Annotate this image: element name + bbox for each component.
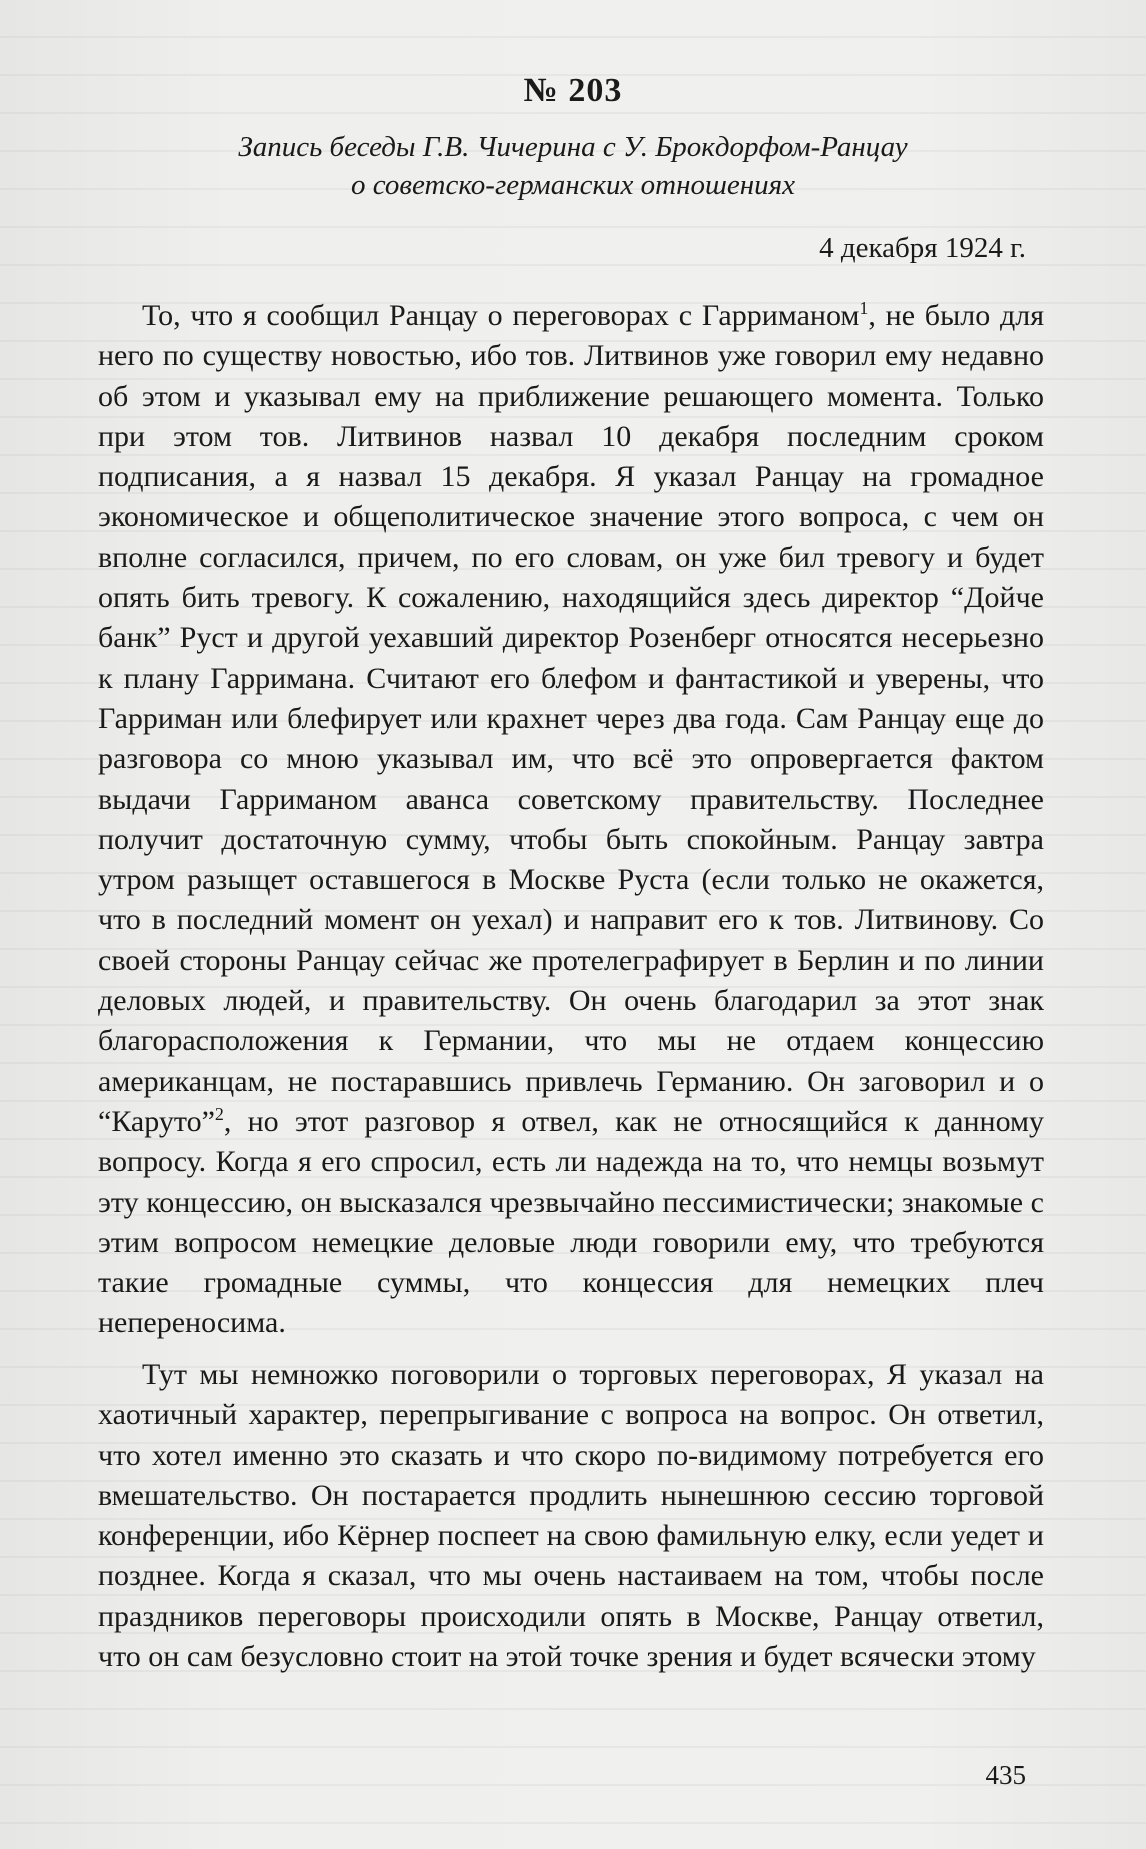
paragraph-2 [98, 1355, 1044, 1677]
document-title [0, 128, 1146, 204]
page-number: 435 [985, 1760, 1026, 1790]
paragraph-1-part-b: , не было для него по существу новостью, ибо тов. Литвинов уже говорил ему недавно об этом и указывал ему на приближение решающего момента. Только при этом тов. Литвинов назвал 10 декабря последним сроком подписания, а я назвал 15 декабря. Я указал Ранцау на громадное экономическое и общеполитическое значение этого вопроса, с чем он вполне согласился, причем, по его словам, он уже бил тревогу и будет опять бить тревогу. К сожалению, находящийся здесь директор “Дойче банк” Руст и другой уехавший директор Розенберг относятся несерьезно к плану Гарримана. Считают его блефом и фантастикой и уверены, что Гарриман или блефирует или крахнет через два года. Сам Ранцау еще до разговора со мною указывал им, что всё это опровергается фактом выдачи Гарриманом аванса советскому правительству. Последнее получит достаточную сумму, чтобы быть спокойным. Ранцау завтра утром разыщет оставшегося в Москве Руста (если только не окажется, что в последний момент он уехал) и направит его к тов. Литвинову. Со своей стороны Ранцау сейчас же протелеграфирует в Берлин и по линии деловых людей, и правительству. Он очень благодарил за этот знак благорасположения к Германии, что мы не отдаем концессию американцам, не постаравшись привлечь Германию. Он заговорил и о “Каруто” [98, 299, 1045, 1138]
document-number: № 203 [523, 72, 623, 109]
title-line-2: о советско-германских отношениях [351, 169, 795, 201]
document-date: 4 декабря 1924 г. [819, 232, 1026, 264]
footnote-ref-1[interactable]: 1 [859, 298, 869, 318]
title-line-1: Запись беседы Г.В. Чичерина с У. Брокдорфом-Ранцау [238, 131, 908, 163]
paragraph-1-part-c: , но этот разговор я отвел, как не относящийся к данному вопросу. Когда я его спросил, есть ли надежда на то, что немцы возьмут эту концессию, он высказался чрезвычайно пессимистически; знакомые с этим вопросом немецкие деловые люди говорили ему, что требуются такие громадные суммы, что концессия для немецких плеч непереносима. [98, 1104, 1044, 1340]
paragraph-1 [98, 296, 1044, 1344]
paragraph-2-text: Тут мы немножко поговорили о торговых переговорах, Я указал на хаотичный характер, перепрыгивание с вопроса на вопрос. Он ответил, что хотел именно это сказать и что скоро по-видимому потребуется его вмешательство. Он постарается продлить нынешнюю сессию торговой конференции, ибо Кёрнер поспеет на свою фамильную елку, если уедет и позднее. Когда я сказал, что мы очень настаиваем на том, чтобы после праздников переговоры происходили опять в Москве, Ранцау ответил, что он сам безусловно стоит на этой точке зрения и будет всячески этому [98, 1358, 1044, 1674]
footnote-ref-2[interactable]: 2 [214, 1103, 224, 1124]
paragraph-1-part-a: То, что я сообщил Ранцау о переговорах с Гарриманом [142, 299, 860, 332]
